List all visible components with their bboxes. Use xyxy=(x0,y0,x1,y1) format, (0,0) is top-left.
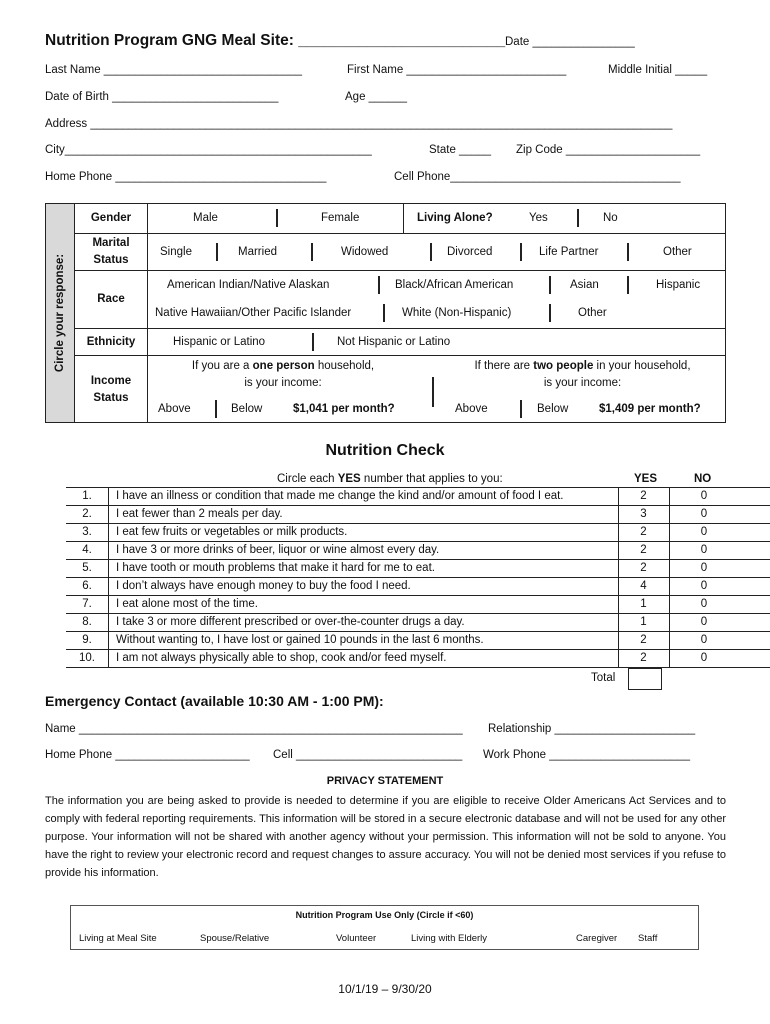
side-label: Circle your response: xyxy=(54,253,66,373)
emergency-relationship-field[interactable]: Relationship ______________________ xyxy=(488,723,696,735)
use-only-staff[interactable]: Staff xyxy=(638,933,658,944)
page-title: Nutrition Program GNG Meal Site: ________________________ xyxy=(45,32,506,49)
marital-married[interactable]: Married xyxy=(238,246,277,258)
income-one-person-text: If you are a one person household, xyxy=(191,360,375,372)
yes-header: YES xyxy=(634,473,658,485)
income-one-person-line2: is your income: xyxy=(244,377,322,389)
item-yes-value[interactable]: 4 xyxy=(640,580,647,592)
item-number: 6. xyxy=(82,580,92,592)
address-field[interactable]: Address ___________________________________________________________________________________________ xyxy=(45,118,673,130)
living-alone-yes[interactable]: Yes xyxy=(529,212,548,224)
nutrition-instruction: Circle each YES number that applies to you: xyxy=(277,473,503,485)
state-field[interactable]: State _____ xyxy=(429,144,492,156)
race-black[interactable]: Black/African American xyxy=(395,279,514,291)
item-text: I have tooth or mouth problems that make it hard for me to eat. xyxy=(116,562,435,574)
privacy-text: The information you are being asked to provide is needed to determine if you are eligible to receive Older Americans Act Services and to comply with federal reporting requirements. This information will be stored in a secure electronic database and will not be used for any other purpose. Your information will not be shared with another agency without your permission. This information will not be sold to anyone. You have the right to review your electronic record and request changes to assure accuracy. You will not be denied most services if you refuse to provide his information. xyxy=(45,795,726,879)
cell-phone-field[interactable]: Cell Phone____________________________________ xyxy=(394,171,681,183)
emergency-cell-field[interactable]: Cell __________________________ xyxy=(273,749,463,761)
income-one-below[interactable]: Below xyxy=(231,403,263,415)
income-two-above[interactable]: Above xyxy=(455,403,488,415)
total-input[interactable] xyxy=(628,668,662,690)
item-number: 7. xyxy=(82,598,92,610)
item-no-value[interactable]: 0 xyxy=(700,652,708,664)
item-yes-value[interactable]: 3 xyxy=(640,508,647,520)
item-text: I eat few fruits or vegetables or milk products. xyxy=(116,526,348,538)
age-field[interactable]: Age ______ xyxy=(345,91,408,103)
race-native-hawaiian[interactable]: Native Hawaiian/Other Pacific Islander xyxy=(155,307,352,319)
item-no-value[interactable]: 0 xyxy=(700,598,708,610)
ethnicity-hispanic[interactable]: Hispanic or Latino xyxy=(173,336,266,348)
emergency-home-phone-field[interactable]: Home Phone _____________________ xyxy=(45,749,250,761)
emergency-work-phone-field[interactable]: Work Phone ______________________ xyxy=(483,749,690,761)
income-two-amount: $1,409 per month? xyxy=(599,403,701,415)
last-name-field[interactable]: Last Name _______________________________ xyxy=(45,64,303,76)
dob-field[interactable]: Date of Birth __________________________ xyxy=(45,91,279,103)
first-name-field[interactable]: First Name _________________________ xyxy=(347,64,567,76)
use-only-caregiver[interactable]: Caregiver xyxy=(576,933,618,944)
race-label: Race xyxy=(97,293,125,305)
item-number: 3. xyxy=(82,526,92,538)
item-yes-value[interactable]: 2 xyxy=(640,634,647,646)
item-yes-value[interactable]: 1 xyxy=(640,616,647,628)
item-text: I am not always physically able to shop, cook and/or feed myself. xyxy=(116,652,447,664)
gender-male[interactable]: Male xyxy=(193,212,218,224)
ethnicity-not-hispanic[interactable]: Not Hispanic or Latino xyxy=(337,336,451,348)
race-american-indian[interactable]: American Indian/Native Alaskan xyxy=(167,279,330,291)
item-yes-value[interactable]: 1 xyxy=(640,598,647,610)
use-only-volunteer[interactable]: Volunteer xyxy=(336,933,377,944)
item-yes-value[interactable]: 2 xyxy=(640,652,647,664)
item-number: 4. xyxy=(82,544,92,556)
income-one-amount: $1,041 per month? xyxy=(293,403,395,415)
use-only-spouse[interactable]: Spouse/Relative xyxy=(200,933,270,944)
living-alone-label: Living Alone? xyxy=(417,212,493,224)
gender-female[interactable]: Female xyxy=(321,212,360,224)
race-other[interactable]: Other xyxy=(578,307,607,319)
item-no-value[interactable]: 0 xyxy=(700,562,708,574)
emergency-name-field[interactable]: Name ____________________________________________________________ xyxy=(45,723,463,735)
item-text: I eat fewer than 2 meals per day. xyxy=(116,508,283,520)
item-no-value[interactable]: 0 xyxy=(700,526,708,538)
total-label: Total xyxy=(591,672,616,684)
city-field[interactable]: City________________________________________________ xyxy=(45,144,372,156)
race-white[interactable]: White (Non-Hispanic) xyxy=(402,307,512,319)
item-yes-value[interactable]: 2 xyxy=(640,526,647,538)
use-only-title: Nutrition Program Use Only (Circle if <60) xyxy=(295,910,474,920)
income-one-above[interactable]: Above xyxy=(158,403,191,415)
middle-initial-field[interactable]: Middle Initial _____ xyxy=(608,64,708,76)
item-no-value[interactable]: 0 xyxy=(700,490,708,502)
item-no-value[interactable]: 0 xyxy=(700,544,708,556)
item-number: 5. xyxy=(82,562,92,574)
income-two-people-line2: is your income: xyxy=(543,377,622,389)
use-only-meal-site[interactable]: Living at Meal Site xyxy=(79,933,157,944)
income-two-below[interactable]: Below xyxy=(537,403,569,415)
marital-other[interactable]: Other xyxy=(663,246,692,258)
income-two-people-text: If there are two people in your household, xyxy=(474,360,691,372)
item-number: 1. xyxy=(82,490,92,502)
marital-label-2: Status xyxy=(93,254,129,266)
item-text: I don’t always have enough money to buy the food I need. xyxy=(116,580,411,592)
race-asian[interactable]: Asian xyxy=(570,279,599,291)
item-text: Without wanting to, I have lost or gained 10 pounds in the last 6 months. xyxy=(116,634,484,646)
item-number: 2. xyxy=(82,508,92,520)
item-number: 10. xyxy=(79,652,95,664)
marital-widowed[interactable]: Widowed xyxy=(341,246,389,258)
item-text: I have 3 or more drinks of beer, liquor or wine almost every day. xyxy=(116,544,440,556)
privacy-title: PRIVACY STATEMENT xyxy=(326,775,444,787)
marital-divorced[interactable]: Divorced xyxy=(447,246,493,258)
marital-label: Marital xyxy=(92,237,130,249)
nutrition-check-title: Nutrition Check xyxy=(325,442,445,459)
living-alone-no[interactable]: No xyxy=(603,212,618,224)
marital-single[interactable]: Single xyxy=(160,246,192,258)
gender-label: Gender xyxy=(90,212,132,224)
item-no-value[interactable]: 0 xyxy=(700,634,708,646)
emergency-title: Emergency Contact (available 10:30 AM - 1:00 PM): xyxy=(45,693,384,709)
income-label-2: Status xyxy=(93,392,129,404)
zip-field[interactable]: Zip Code _____________________ xyxy=(516,144,701,156)
home-phone-field[interactable]: Home Phone _________________________________ xyxy=(45,171,327,183)
no-header: NO xyxy=(694,473,712,485)
date-field[interactable]: Date ________________ xyxy=(505,36,635,48)
ethnicity-label: Ethnicity xyxy=(86,336,136,348)
use-only-living-elderly[interactable]: Living with Elderly xyxy=(411,933,488,944)
item-yes-value[interactable]: 2 xyxy=(640,562,647,574)
item-yes-value[interactable]: 2 xyxy=(640,544,647,556)
marital-life-partner[interactable]: Life Partner xyxy=(539,246,599,258)
item-no-value[interactable]: 0 xyxy=(700,616,708,628)
footer-dates: 10/1/19 – 9/30/20 xyxy=(338,982,432,996)
item-yes-value[interactable]: 2 xyxy=(640,490,647,502)
item-number: 8. xyxy=(82,616,92,628)
item-number: 9. xyxy=(82,634,92,646)
income-label: Income xyxy=(90,375,132,387)
item-text: I eat alone most of the time. xyxy=(116,598,258,610)
race-hispanic[interactable]: Hispanic xyxy=(656,279,701,291)
item-no-value[interactable]: 0 xyxy=(700,508,708,520)
item-text: I have an illness or condition that made me change the kind and/or amount of food I eat. xyxy=(116,490,564,502)
item-no-value[interactable]: 0 xyxy=(700,580,708,592)
item-text: I take 3 or more different prescribed or over-the-counter drugs a day. xyxy=(116,616,465,628)
